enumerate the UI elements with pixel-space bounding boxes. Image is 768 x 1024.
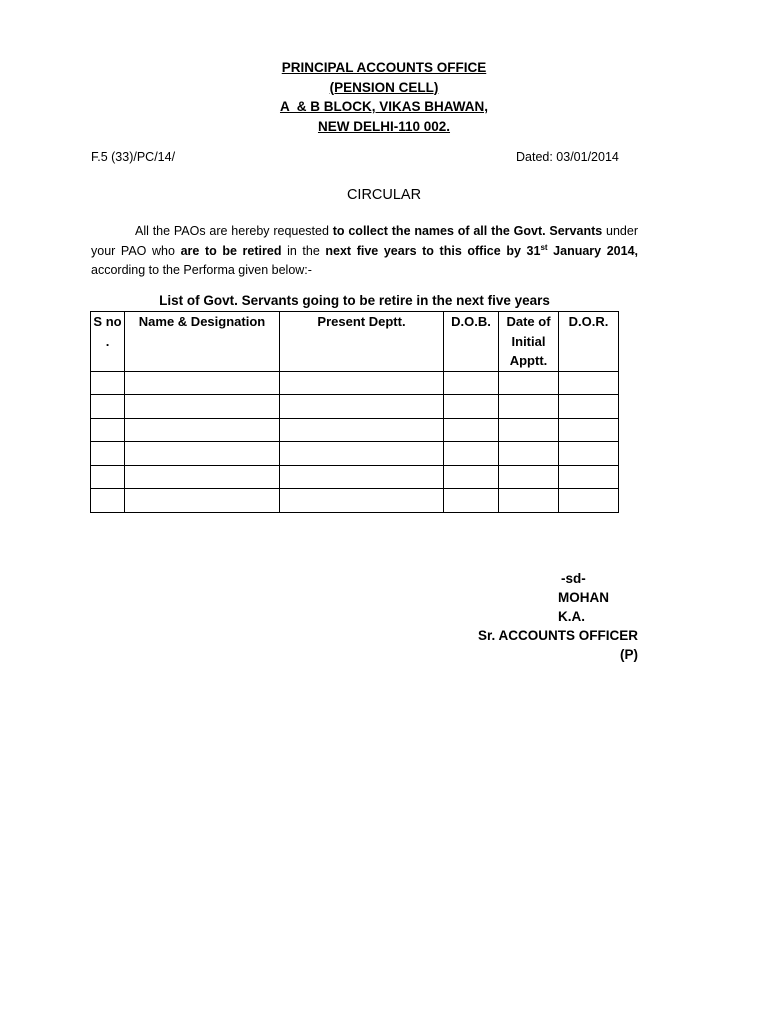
table-cell <box>499 465 559 489</box>
para-text-4: according to the Performa given below:- <box>91 263 312 277</box>
table-cell <box>91 418 125 442</box>
table-cell <box>91 371 125 395</box>
col-header-sno: S no . <box>91 312 125 372</box>
office-header <box>0 58 768 136</box>
table-cell <box>280 465 444 489</box>
table-cell <box>499 395 559 419</box>
table-cell <box>559 395 619 419</box>
para-bold-1: to collect the names of all the Govt. Servants <box>332 224 603 238</box>
table-cell <box>125 418 280 442</box>
table-cell <box>499 489 559 513</box>
table-cell <box>559 465 619 489</box>
table-row <box>91 371 619 395</box>
table-cell <box>125 465 280 489</box>
header-address-block: A & B BLOCK, VIKAS BHAWAN, <box>279 99 488 114</box>
file-number: F.5 (33)/PC/14/ <box>91 150 176 164</box>
col-header-dept: Present Deptt. <box>280 312 444 372</box>
table-cell <box>280 418 444 442</box>
para-bold-4: January 2014, <box>547 243 639 258</box>
table-cell <box>280 442 444 466</box>
para-bold-3: next five years to this office by 31 <box>325 243 541 258</box>
list-title: List of Govt. Servants going to be retire in the next five years <box>159 293 550 308</box>
col-header-name: Name & Designation <box>125 312 280 372</box>
table-cell <box>125 442 280 466</box>
table-cell <box>559 442 619 466</box>
table-cell <box>91 465 125 489</box>
table-cell <box>91 442 125 466</box>
table-cell <box>280 371 444 395</box>
table-cell <box>280 489 444 513</box>
table-row <box>91 418 619 442</box>
col-header-dob: D.O.B. <box>444 312 499 372</box>
table-cell <box>559 418 619 442</box>
table-cell <box>444 418 499 442</box>
para-text-3: in the <box>281 243 326 258</box>
header-address-city: NEW DELHI-110 002. <box>317 118 451 134</box>
table-cell <box>125 395 280 419</box>
table-cell <box>559 489 619 513</box>
signatory-name: MOHAN K.A. <box>558 590 609 624</box>
signature-block <box>470 569 638 664</box>
para-superscript: st <box>540 242 548 252</box>
retirement-list-table <box>90 311 619 513</box>
col-header-doa: Date of Initial Apptt. <box>499 312 559 372</box>
table-row <box>91 465 619 489</box>
col-header-dor: D.O.R. <box>559 312 619 372</box>
header-office-name: PRINCIPAL ACCOUNTS OFFICE <box>281 60 487 75</box>
circular-title: CIRCULAR <box>346 187 422 203</box>
table-cell <box>444 395 499 419</box>
signature-sd: -sd- <box>561 571 586 586</box>
table-body <box>91 371 619 512</box>
table-cell <box>559 371 619 395</box>
para-text-1: All the PAOs are hereby requested <box>135 224 333 238</box>
table-cell <box>91 395 125 419</box>
table-cell <box>444 465 499 489</box>
table-row <box>91 395 619 419</box>
table-cell <box>499 418 559 442</box>
signatory-designation: Sr. ACCOUNTS OFFICER (P) <box>477 628 638 662</box>
table-cell <box>444 371 499 395</box>
header-cell-name: (PENSION CELL) <box>329 79 439 95</box>
table-cell <box>444 489 499 513</box>
circular-paragraph <box>91 222 638 281</box>
para-text-2: under your PAO who <box>91 224 638 258</box>
table-cell <box>499 442 559 466</box>
table-cell <box>91 489 125 513</box>
table-cell <box>125 371 280 395</box>
table-row <box>91 442 619 466</box>
table-row <box>91 489 619 513</box>
date-line: Dated: 03/01/2014 <box>516 150 619 164</box>
table-cell <box>444 442 499 466</box>
table-header-row <box>91 312 619 372</box>
table-cell <box>499 371 559 395</box>
para-bold-2: are to be retired <box>180 243 282 258</box>
table-cell <box>280 395 444 419</box>
table-cell <box>125 489 280 513</box>
